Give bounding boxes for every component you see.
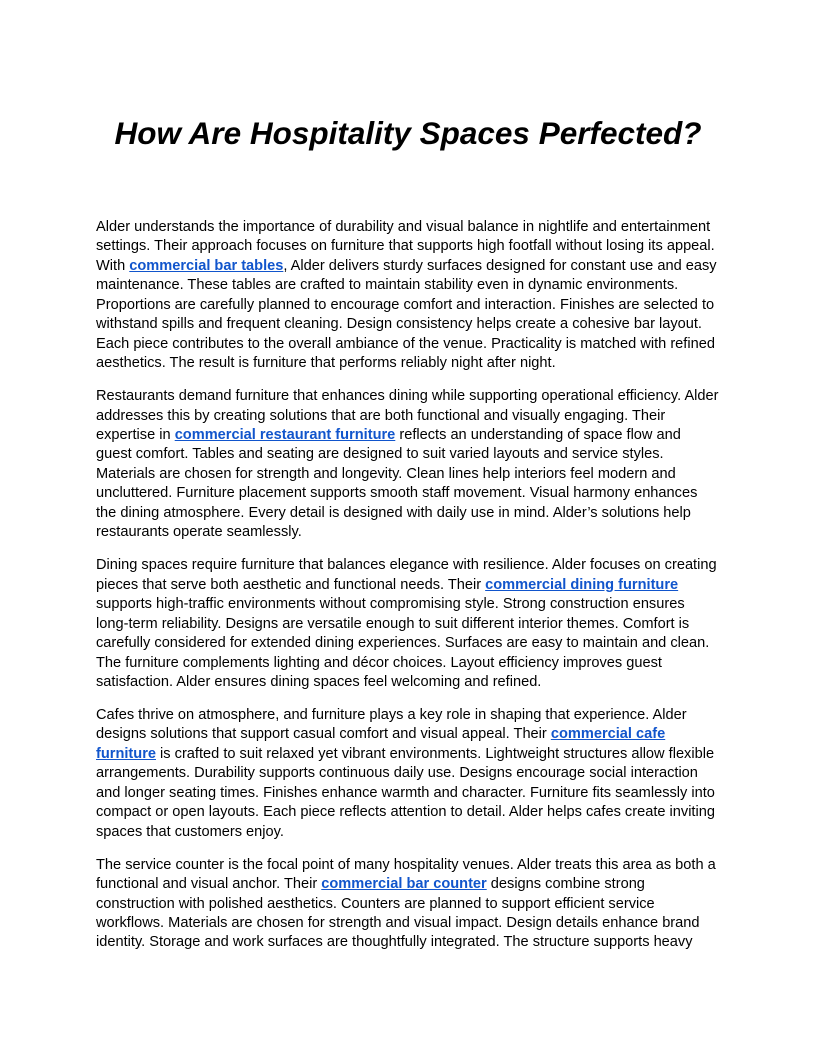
paragraph-bar-tables bbox=[96, 218, 720, 374]
paragraph-text: reflects an understanding of space flow and guest comfort. Tables and seating are designed to suit varied layouts and service styles. Materials are chosen for strength and longevity. Clean lines help interiors feel modern and uncluttered. Furniture placement supports smooth staff movement. Visual harmony enhances the dining atmosphere. Every detail is designed with daily use in mind. Alder’s solutions help restaurants operate seamlessly. bbox=[96, 427, 698, 541]
paragraph-text: Restaurants demand furniture that enhances dining while supporting operational efficiency. Alder addresses this by creating solutions that are both functional and visually engaging. Their expertise in bbox=[96, 388, 719, 444]
paragraph-text: designs combine strong construction with polished aesthetics. Counters are planned to support efficient service workflows. Materials are chosen for strength and visual impact. Design details enhance brand identity. Storage and work surfaces are thoughtfully integrated. The structure supports heavy bbox=[96, 876, 700, 951]
paragraph-text: Dining spaces require furniture that balances elegance with resilience. Alder focuses on creating pieces that serve both aesthetic and functional needs. Their bbox=[96, 557, 717, 593]
paragraph-text: is crafted to suit relaxed yet vibrant environments. Lightweight structures allow flexible arrangements. Durability supports continuous daily use. Designs encourage social interaction and longer seating times. Finishes enhance warmth and character. Furniture fits seamlessly into compact or open layouts. Each piece reflects attention to detail. Alder helps cafes create inviting spaces that customers enjoy. bbox=[96, 745, 715, 840]
paragraph-text: , Alder delivers sturdy surfaces designed for constant use and easy maintenance. These tables are crafted to maintain stability even in dynamic environments. Proportions are carefully planned to encourage comfort and interaction. Finishes are selected to withstand spills and frequent cleaning. Design consistency helps create a cohesive bar layout. Each piece contributes to the overall ambiance of the venue. Practicality is matched with refined aesthetics. The result is furniture that performs reliably night after night. bbox=[96, 257, 717, 372]
paragraph-restaurant-furniture bbox=[96, 387, 720, 543]
commercial-bar-tables-link[interactable]: commercial bar tables bbox=[129, 257, 284, 274]
paragraph-text: supports high-traffic environments without compromising style. Strong construction ensures long-term reliability. Designs are versatile enough to suit different interior themes. Comfort is carefully considered for extended dining experiences. Surfaces are easy to maintain and clean. The furniture complements lighting and décor choices. Layout efficiency improves guest satisfaction. Alder ensures dining spaces feel welcoming and refined. bbox=[96, 596, 710, 690]
paragraph-text: The service counter is the focal point of many hospitality venues. Alder treats this area as both a functional and visual anchor. Their bbox=[96, 856, 716, 893]
commercial-dining-furniture-link[interactable]: commercial dining furniture bbox=[485, 576, 679, 593]
page-title: How Are Hospitality Spaces Perfected? bbox=[114, 115, 702, 151]
paragraph-bar-counter bbox=[96, 856, 720, 953]
paragraph-text: Alder understands the importance of durability and visual balance in nightlife and entertainment settings. Their approach focuses on furniture that supports high footfall without losing its appeal. With bbox=[96, 219, 715, 274]
article-body bbox=[96, 218, 720, 966]
commercial-bar-counter-link[interactable]: commercial bar counter bbox=[321, 876, 487, 893]
paragraph-cafe-furniture bbox=[96, 706, 720, 842]
paragraph-text: Cafes thrive on atmosphere, and furniture plays a key role in shaping that experience. Alder designs solutions that support casual comfort and visual appeal. Their bbox=[96, 706, 687, 743]
commercial-cafe-furniture-link[interactable]: commercial cafe furniture bbox=[96, 726, 666, 762]
commercial-restaurant-furniture-link[interactable]: commercial restaurant furniture bbox=[174, 427, 396, 444]
paragraph-dining-furniture bbox=[96, 556, 720, 692]
